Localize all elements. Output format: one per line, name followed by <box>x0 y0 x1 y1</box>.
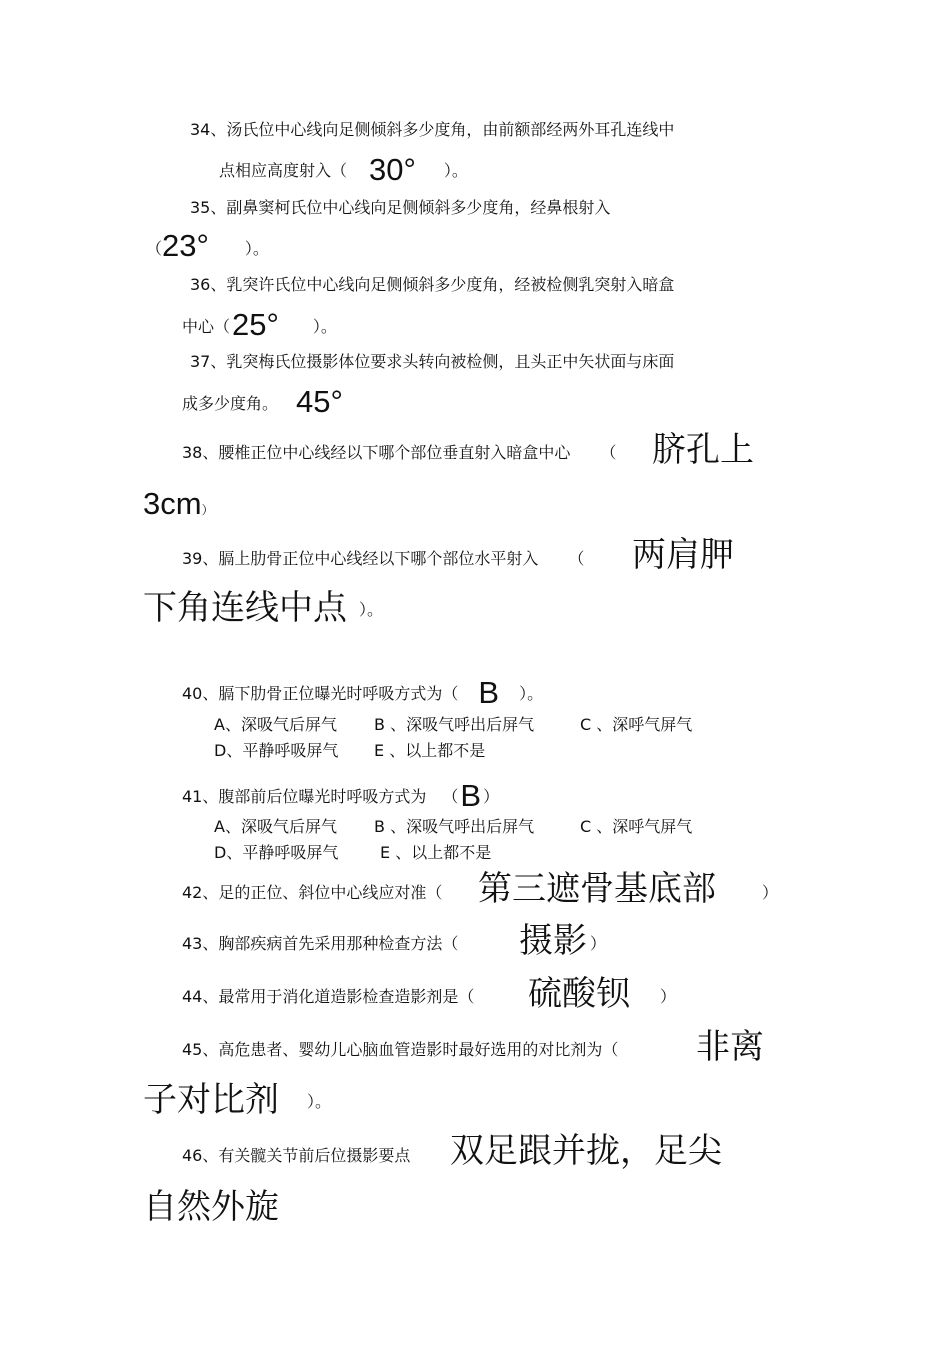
q35-line1: 35、副鼻窦柯氏位中心线向足侧倾斜多少度角，经鼻根射入 <box>190 198 611 217</box>
q39-open: （ <box>568 549 585 568</box>
q37-text: 成多少度角。 <box>182 394 279 413</box>
q43-answer: 摄影 <box>519 921 587 961</box>
q38-close: ） <box>201 503 214 517</box>
q38-line2 <box>143 488 214 519</box>
q39-answer-part2: 下角连线中点 <box>143 588 347 628</box>
q38-answer-part2: 3cm <box>143 486 202 521</box>
q41-line1 <box>182 776 500 813</box>
q43-line1 <box>182 936 458 952</box>
q41-option-a: A、深吸气后屏气 <box>214 817 337 836</box>
q40-stem: 40、膈下肋骨正位曝光时呼吸方式为（ <box>182 684 459 703</box>
q45-line1 <box>182 1042 618 1058</box>
q39-answer-part1: 两肩胛 <box>632 535 734 575</box>
q38-line1 <box>182 445 616 461</box>
q35-answer: 23° <box>162 228 209 263</box>
q36-close: ）。 <box>312 317 337 336</box>
q36-line1: 36、乳突许氏位中心线向足侧倾斜多少度角，经被检侧乳突射入暗盒 <box>190 275 675 294</box>
q38-stem: 38、腰椎正位中心线经以下哪个部位垂直射入暗盒中心 <box>182 443 571 462</box>
q37-answer: 45° <box>296 384 343 419</box>
q40-answer: B <box>478 675 500 710</box>
q40-option-b: B 、深吸气呼出后屏气 <box>374 715 535 734</box>
q40-option-c: C 、深呼气屏气 <box>580 715 693 734</box>
q40-line1 <box>182 673 544 710</box>
q36-line2 <box>182 306 337 342</box>
q44-close: ） <box>660 987 677 1006</box>
q40-option-e: E 、以上都不是 <box>374 741 486 760</box>
q40-option-a: A、深吸气后屏气 <box>214 715 337 734</box>
q46-answer-part2: 自然外旋 <box>143 1187 279 1227</box>
q45-answer-part1: 非离 <box>696 1027 764 1067</box>
q43-stem: 43、胸部疾病首先采用那种检查方法（ <box>182 934 459 953</box>
q45-close: ）。 <box>307 1092 332 1111</box>
q44-stem: 44、最常用于消化道造影检查造影剂是（ <box>182 987 475 1006</box>
q34-close: ）。 <box>443 161 468 180</box>
q34-line1: 34、汤氏位中心线向足侧倾斜多少度角，由前额部经两外耳孔连线中 <box>190 120 675 139</box>
q39-line2 <box>143 588 384 628</box>
q45-stem: 45、高危患者、婴幼儿心脑血管造影时最好选用的对比剂为（ <box>182 1040 619 1059</box>
q43-close: ） <box>590 934 607 953</box>
q38-open: （ <box>600 443 617 462</box>
q41-option-c: C 、深呼气屏气 <box>580 817 693 836</box>
q34-text: 点相应高度射入（ <box>219 161 348 180</box>
q45-line2 <box>143 1080 332 1120</box>
q44-line1 <box>182 989 474 1005</box>
q45-answer-part2: 子对比剂 <box>143 1080 279 1120</box>
q42-stem: 42、足的正位、斜位中心线应对准（ <box>182 883 443 902</box>
q35-open: （ <box>146 239 163 258</box>
q40-option-d: D、平静呼吸屏气 <box>214 741 339 760</box>
q36-answer: 25° <box>232 307 279 342</box>
q34-line2 <box>219 150 468 187</box>
q41-close: ） <box>483 787 500 806</box>
q41-stem: 41、腹部前后位曝光时呼吸方式为 <box>182 787 427 806</box>
q41-option-b: B 、深吸气呼出后屏气 <box>374 817 535 836</box>
q37-line1: 37、乳突梅氏位摄影体位要求头转向被检侧，且头正中矢状面与床面 <box>190 352 675 371</box>
q41-open: （ <box>442 787 459 806</box>
q37-line2 <box>182 383 343 419</box>
q41-answer: B <box>460 778 482 813</box>
q44-answer: 硫酸钡 <box>528 974 630 1014</box>
q46-line1 <box>182 1148 410 1164</box>
q38-answer-part1: 脐孔上 <box>652 430 754 470</box>
q35-close: ）。 <box>244 239 269 258</box>
q34-answer: 30° <box>369 152 416 187</box>
q40-close: ）。 <box>519 684 544 703</box>
q46-answer-part1: 双足跟并拢，足尖 <box>450 1131 722 1171</box>
q42-answer: 第三遮骨基底部 <box>478 869 716 909</box>
q39-line1 <box>182 551 584 567</box>
q41-option-e: E 、以上都不是 <box>380 843 492 862</box>
q36-text: 中心（ <box>182 317 231 336</box>
q39-stem: 39、膈上肋骨正位中心线经以下哪个部位水平射入 <box>182 549 539 568</box>
q42-close: ） <box>762 883 779 902</box>
q41-option-d: D、平静呼吸屏气 <box>214 843 339 862</box>
q46-stem: 46、有关髋关节前后位摄影要点 <box>182 1146 411 1165</box>
q39-close: ）。 <box>359 600 384 619</box>
q35-line2 <box>146 228 269 263</box>
q42-line1 <box>182 885 442 901</box>
